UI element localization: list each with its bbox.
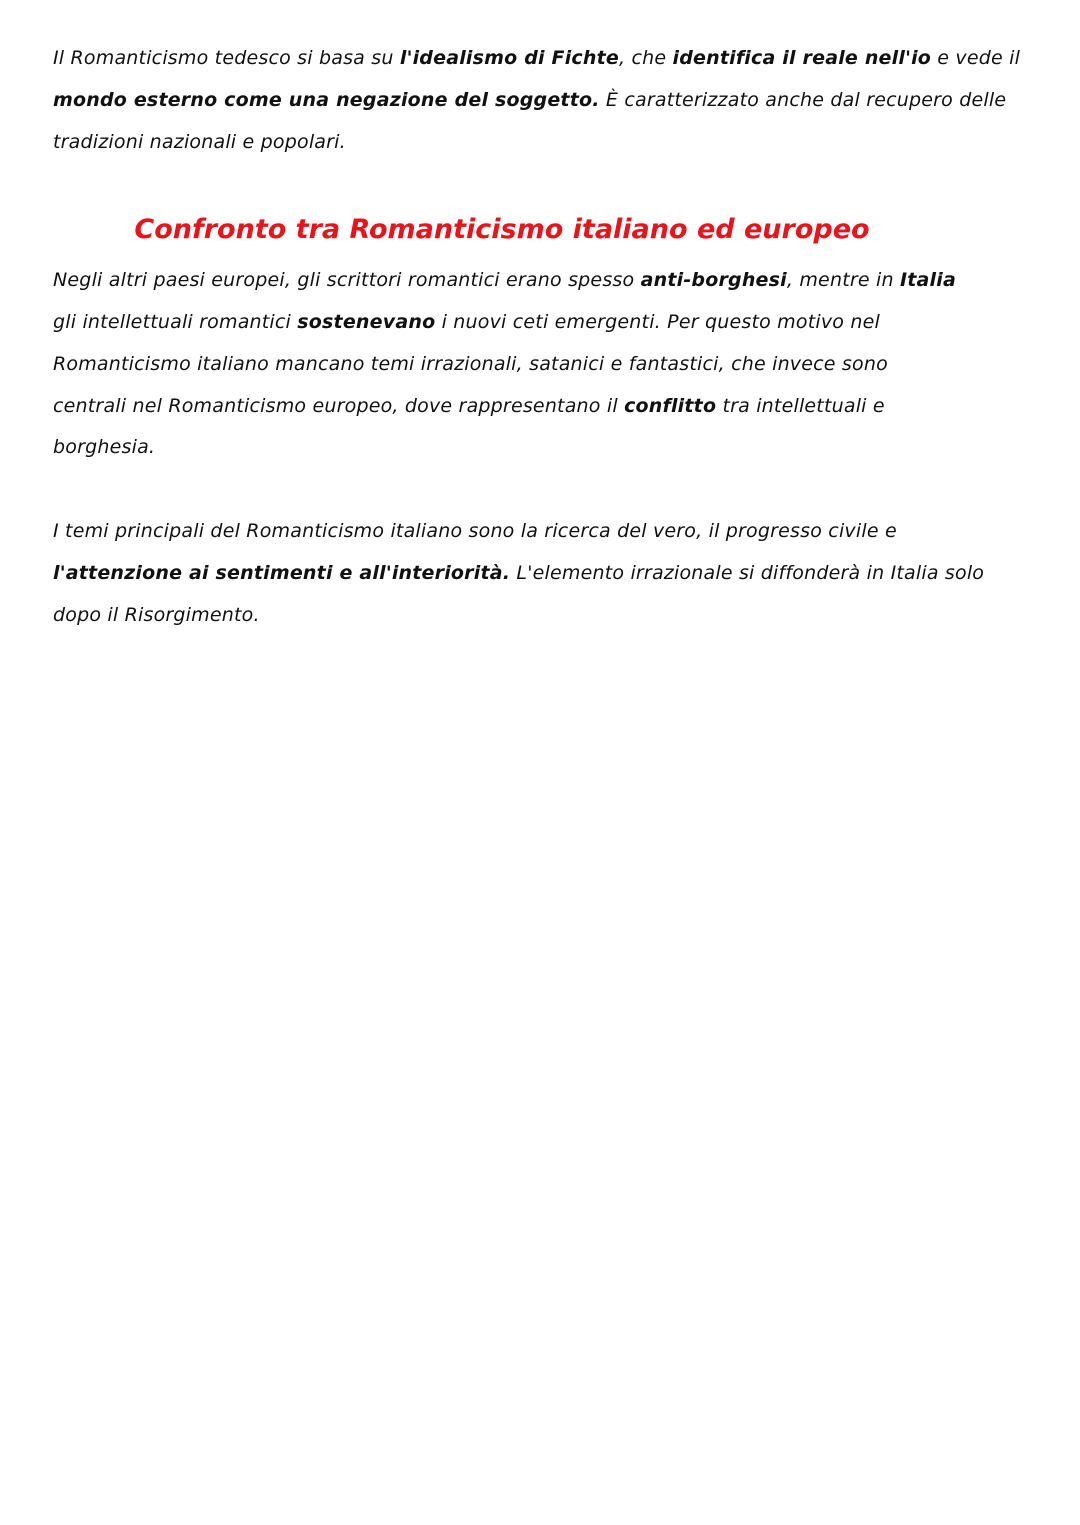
text-span: dopo il Risorgimento. — [53, 604, 260, 626]
text-span: e vede il — [931, 47, 1021, 69]
text-line — [53, 392, 885, 420]
text-span: centrali nel Romanticismo europeo, dove rappresentano il — [53, 395, 625, 417]
text-line — [53, 601, 260, 629]
bold-text: Italia — [899, 269, 956, 291]
bold-text: anti-borghesi — [640, 269, 787, 291]
bold-text: identifica il reale nell'io — [672, 47, 932, 69]
text-span: Negli altri paesi europei, gli scrittori romantici erano spesso — [53, 269, 641, 291]
text-line — [53, 433, 155, 461]
bold-text: l'attenzione ai sentimenti e all'interiorità. — [53, 562, 511, 584]
text-span: Il Romanticismo tedesco si basa su — [53, 47, 400, 69]
text-span: i nuovi ceti emergenti. Per questo motivo nel — [435, 311, 880, 333]
text-line — [53, 308, 880, 336]
text-span: È caratterizzato anche dal recupero delle — [599, 89, 1007, 111]
text-line — [53, 44, 1020, 72]
text-span: tradizioni nazionali e popolari. — [53, 131, 346, 153]
text-line — [53, 86, 1006, 114]
text-line — [53, 266, 956, 294]
text-span: gli intellettuali romantici — [53, 311, 298, 333]
section-heading: Confronto tra Romanticismo italiano ed europeo — [134, 214, 870, 245]
text-line — [53, 350, 888, 378]
text-span: L'elemento irrazionale si diffonderà in Italia solo — [510, 562, 985, 584]
text-span: tra intellettuali e — [716, 395, 885, 417]
bold-text: sostenevano — [297, 311, 436, 333]
bold-text: mondo esterno come una negazione del soggetto. — [53, 89, 600, 111]
text-line — [53, 517, 897, 545]
text-span: borghesia. — [53, 436, 156, 458]
text-span: , mentre in — [786, 269, 900, 291]
text-span: I temi principali del Romanticismo italiano sono la ricerca del vero, il progresso civile e — [53, 520, 897, 542]
bold-text: conflitto — [624, 395, 717, 417]
text-line — [53, 128, 346, 156]
bold-text: l'idealismo di Fichte — [399, 47, 619, 69]
text-line — [53, 559, 984, 587]
text-span: Romanticismo italiano mancano temi irrazionali, satanici e fantastici, che invece sono — [53, 353, 888, 375]
text-span: , che — [619, 47, 673, 69]
